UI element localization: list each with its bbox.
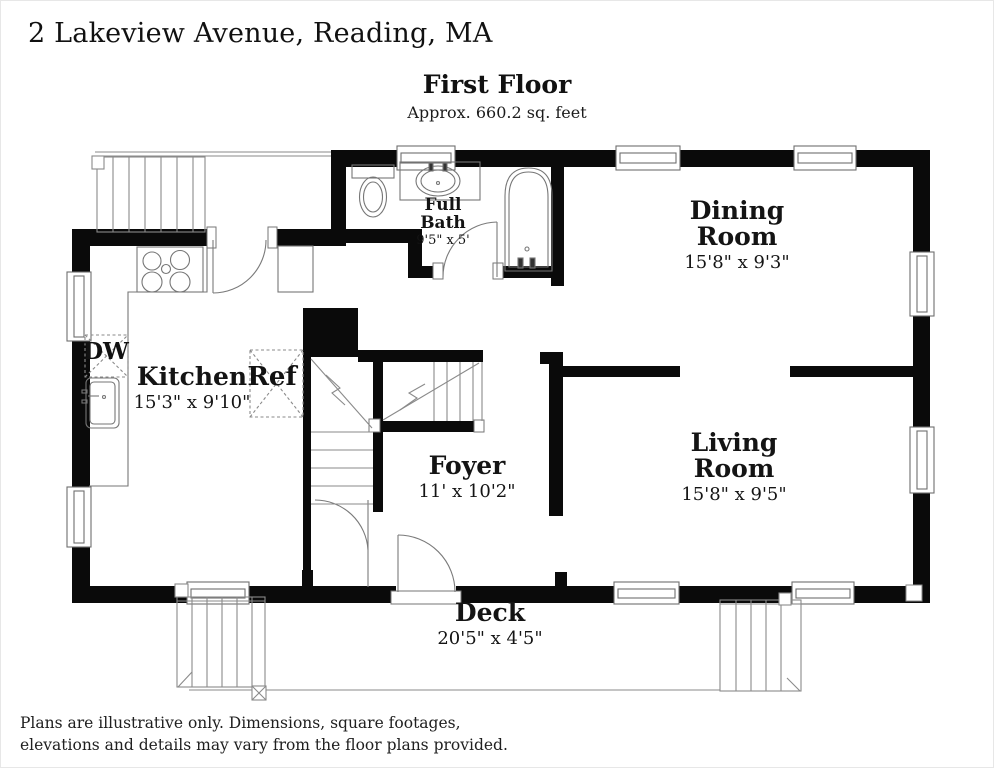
floor-area: Approx. 660.2 sq. feet: [407, 103, 587, 122]
disclaimer: [20, 712, 508, 756]
window: [910, 252, 934, 316]
room-label-living-room: Living Room 15'8" x 9'5": [644, 430, 824, 505]
wall-right: [913, 150, 930, 603]
stove: [137, 247, 203, 292]
refrigerator-label: Ref: [247, 362, 297, 392]
window: [910, 427, 934, 493]
room-dims-living-room: 15'8" x 9'5": [681, 484, 787, 505]
room-label-full-bath: Full Bath 9'5" x 5': [383, 196, 503, 248]
room-label-foyer: Foyer 11' x 10'2": [377, 453, 557, 502]
staircase-basement: [311, 359, 373, 504]
room-label-dining-room: Dining Room 15'8" x 9'3": [647, 198, 827, 273]
page-title: 2 Lakeview Avenue, Reading, MA: [28, 18, 493, 49]
wall-bath-dining-divider: [551, 150, 564, 286]
wall-stair-left: [303, 308, 311, 590]
wall-stub-living: [555, 572, 567, 588]
floor-name: First Floor: [422, 70, 572, 99]
room-label-kitchen: Kitchen 15'3" x 9'10": [102, 364, 282, 413]
deck-stairs-right: [720, 593, 801, 691]
newel-post: [92, 156, 104, 169]
wall-dining-living-left: [563, 366, 680, 377]
disclaimer-line2: elevations and details may vary from the floor plans provided.: [20, 736, 508, 754]
window: [616, 146, 680, 170]
chimney: [303, 308, 358, 357]
room-label-deck: Deck 20'5" x 4'5": [400, 600, 580, 649]
room-dims-foyer: 11' x 10'2": [418, 481, 516, 502]
corner-counter: [278, 246, 313, 292]
door-openings: [207, 227, 922, 604]
exterior-side-stairs: [92, 152, 331, 232]
deck-post-marker: [252, 686, 266, 700]
wall-upstairs-bottom: [380, 421, 483, 432]
disclaimer-line1: Plans are illustrative only. Dimensions, square footages,: [20, 714, 461, 732]
newel-post: [779, 593, 791, 605]
wall-bath-left: [331, 150, 346, 246]
wall-dining-living-right: [790, 366, 913, 377]
window: [67, 272, 91, 341]
room-dims-kitchen: 15'3" x 9'10": [133, 392, 251, 413]
front-door: [398, 535, 455, 592]
room-dims-dining-room: 15'8" x 9'3": [684, 252, 790, 273]
window: [794, 146, 856, 170]
window: [67, 487, 91, 547]
room-dims-full-bath: 9'5" x 5': [416, 233, 470, 248]
staircase-main: [383, 362, 482, 421]
newel-post: [175, 584, 188, 597]
window: [614, 582, 679, 604]
basement-door: [315, 500, 368, 587]
room-dims-deck: 20'5" x 4'5": [437, 628, 543, 649]
wall-bath-bottom-b: [408, 266, 435, 278]
bathtub: [505, 168, 552, 271]
dishwasher-label: DW: [83, 338, 129, 365]
wall-stub-foyer: [302, 570, 313, 588]
wall-bath-bottom-c: [503, 266, 551, 278]
